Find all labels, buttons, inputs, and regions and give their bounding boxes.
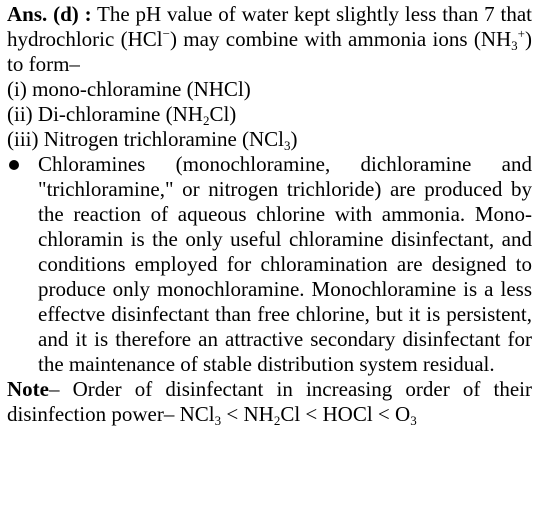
note-text-2: < NH <box>221 402 274 426</box>
answer-nh3-sub: 3 <box>511 38 518 53</box>
answer-text-3: ) to form– <box>7 27 532 76</box>
item-i <box>7 77 532 102</box>
item-ii-pre: (ii) Di-chloramine (NH <box>7 102 203 126</box>
item-ii <box>7 102 532 127</box>
item-ii-sub: 2 <box>202 113 210 128</box>
item-iii-pre: (iii) Nitrogen trichloramine (NCl <box>7 127 285 151</box>
item-iii-post: ) <box>290 127 298 151</box>
item-iii-sub: 3 <box>284 138 291 153</box>
note-sub-2: 2 <box>273 413 281 428</box>
note-sub-1: 3 <box>214 413 222 428</box>
note-paragraph <box>7 377 532 427</box>
answer-nh3-sup: + <box>517 26 525 41</box>
bullet-item <box>7 152 532 377</box>
note-sub-3: 3 <box>410 413 417 428</box>
note-label: Note <box>7 377 49 401</box>
answer-paragraph <box>7 2 532 77</box>
note-text-1: – Order of disinfectant in increasing order of their disinfection power– NCl <box>7 377 532 426</box>
item-ii-post: Cl) <box>209 102 237 126</box>
answer-text-2: ) may combine with ammonia ions (NH <box>169 27 512 51</box>
answer-cl-minus-sup: − <box>162 26 170 41</box>
note-text-3: Cl < HOCl < O <box>280 402 411 426</box>
item-iii <box>7 127 532 152</box>
item-i-text: (i) mono-chloramine (NHCl) <box>7 77 251 101</box>
bullet-text: Chloramines (monochloramine, dichloramine and "trichloramine," or nitrogen trichloride) are produced by the reaction of aqueous chlorine with ammonia. Mono-chloramin is the only useful chloramine disinfectant, and conditions employed for chloramination are designed to produce only monochloramine. Monochloramine is a less effectve disinfectant than free chlorine, but it is persistent, and it is therefore an attractive secondary disinfectant for the maintenance of stable distribution system residual. <box>38 152 532 376</box>
bullet-dot-icon <box>9 160 19 170</box>
answer-label: Ans. (d) : <box>7 2 92 26</box>
answer-text-1: The pH value of water kept slightly less than 7 that hydrochloric (HCl <box>7 2 532 51</box>
